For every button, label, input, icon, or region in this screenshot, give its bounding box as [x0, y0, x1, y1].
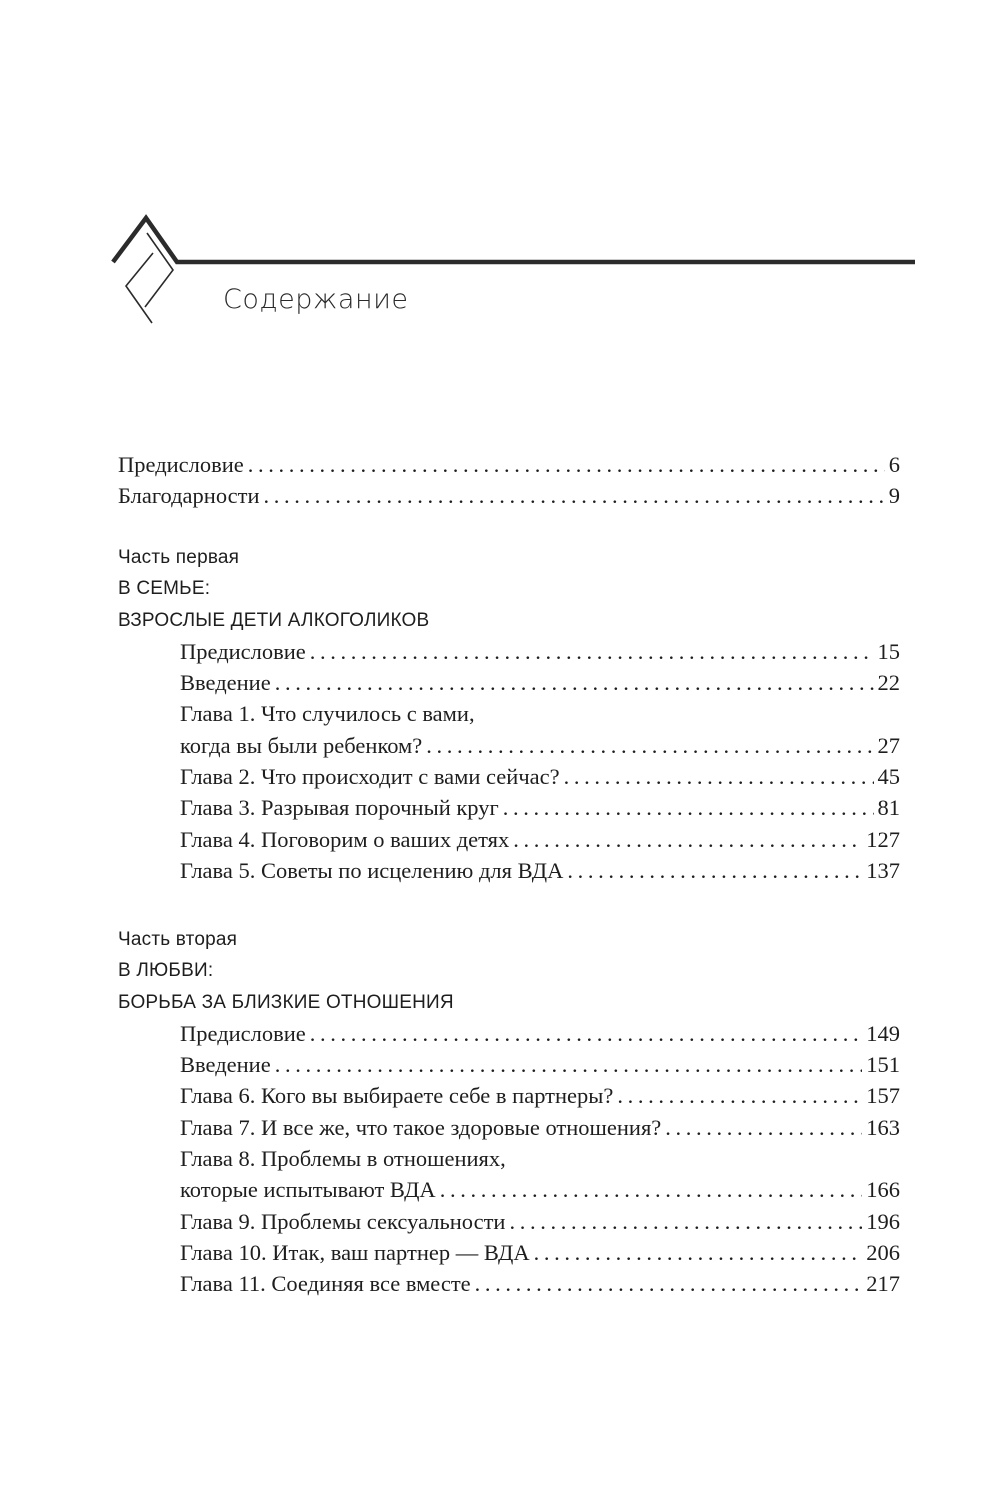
toc-entry-line [118, 480, 900, 511]
toc-entry-line [118, 698, 900, 729]
toc-entry-page: 149 [866, 1020, 900, 1046]
toc-entry-page: 157 [866, 1083, 900, 1109]
toc-entry-title: когда вы были ребенком? [180, 732, 423, 758]
toc-entry-line [118, 1112, 900, 1143]
dot-leader [275, 1049, 863, 1080]
dot-leader [503, 792, 874, 823]
page-title: Содержание [223, 284, 409, 315]
toc-entry-line [118, 1174, 900, 1205]
toc-entry-title: Благодарности [118, 483, 260, 509]
ornament-inner-line [126, 253, 153, 323]
toc-entry-title: Глава 6. Кого вы выбираете себе в партнеры? [180, 1083, 614, 1109]
toc-entry-title: Глава 4. Поговорим о ваших детях [180, 826, 510, 852]
dot-leader [426, 730, 873, 761]
toc-entry-page: 81 [877, 795, 900, 821]
toc-entry-title: Глава 1. Что случилось с вами, [180, 701, 475, 727]
part-label: Часть вторая [118, 929, 238, 950]
toc-entry-title: Глава 10. Итак, ваш партнер — ВДА [180, 1239, 530, 1265]
dot-leader [275, 667, 874, 698]
toc-entry-line [118, 792, 900, 823]
toc-entry-line [118, 1143, 900, 1174]
ornament-inner-line [145, 233, 173, 307]
toc-entry-title: Глава 11. Соединяя все вместе [180, 1271, 471, 1297]
toc-entry-title: Глава 9. Проблемы сексуальности [180, 1208, 506, 1234]
toc-entry-title: Введение [180, 1052, 271, 1078]
toc-entry-page: 166 [866, 1177, 900, 1203]
toc-entry-page: 127 [866, 826, 900, 852]
toc-part-1 [118, 542, 900, 886]
dot-leader [567, 855, 862, 886]
dot-leader [665, 1112, 862, 1143]
toc-entry-line [118, 1237, 900, 1268]
dot-leader [310, 1018, 862, 1049]
toc-entry-page: 9 [888, 483, 900, 509]
toc-entry-page: 217 [866, 1271, 900, 1297]
toc-entry-line [118, 1018, 900, 1049]
part-heading: В ЛЮБВИ: [118, 960, 214, 982]
toc-entry-line [118, 855, 900, 886]
toc-entry-title: Введение [180, 670, 271, 696]
toc-entry-page: 22 [877, 670, 900, 696]
toc-entry-page: 15 [877, 638, 900, 664]
toc-entry-title: Глава 7. И все же, что такое здоровые отношения? [180, 1114, 662, 1140]
toc-entry-title: Предисловие [180, 1020, 306, 1046]
toc-entry-line [118, 1206, 900, 1237]
dot-leader [248, 449, 885, 480]
toc-entry-line [118, 1049, 900, 1080]
dot-leader [513, 824, 862, 855]
toc-entry-page: 196 [866, 1208, 900, 1234]
toc-entry-title: Глава 5. Советы по исцелению для ВДА [180, 857, 564, 883]
toc-entry-line [118, 667, 900, 698]
toc-entry-page: 206 [866, 1239, 900, 1265]
header-ornament [0, 0, 1000, 340]
header-rule [113, 218, 915, 262]
dot-leader [475, 1268, 863, 1299]
toc-front-matter [118, 449, 900, 512]
toc-entry-page: 137 [866, 857, 900, 883]
toc-entry-page: 45 [877, 764, 900, 790]
toc-entry-line [118, 1268, 900, 1299]
toc-entry-page: 27 [877, 732, 900, 758]
toc-entry-line [118, 824, 900, 855]
dot-leader [509, 1206, 862, 1237]
part-heading: В СЕМЬЕ: [118, 578, 211, 600]
toc-entry-line [118, 636, 900, 667]
toc-entry-page: 151 [866, 1052, 900, 1078]
toc-entry-line [118, 449, 900, 480]
toc-part-2 [118, 924, 900, 1300]
dot-leader [310, 636, 874, 667]
toc-entry-title: которые испытывают ВДА [180, 1177, 436, 1203]
part-heading: БОРЬБА ЗА БЛИЗКИЕ ОТНОШЕНИЯ [118, 991, 454, 1013]
toc-entry-page: 163 [866, 1114, 900, 1140]
dot-leader [617, 1080, 862, 1111]
dot-leader [564, 761, 874, 792]
toc-entry-line [118, 761, 900, 792]
toc-entry-title: Предисловие [118, 452, 244, 477]
dot-leader [440, 1174, 863, 1205]
toc-entry-page: 6 [888, 452, 900, 477]
dot-leader [264, 480, 885, 511]
toc-entry-title: Глава 3. Разрывая порочный круг [180, 795, 499, 821]
toc-entry-title: Глава 8. Проблемы в отношениях, [180, 1146, 506, 1172]
toc-entry-title: Предисловие [180, 638, 306, 664]
toc-entry-line [118, 1080, 900, 1111]
dot-leader [534, 1237, 863, 1268]
part-label: Часть первая [118, 547, 240, 568]
part-heading: ВЗРОСЛЫЕ ДЕТИ АЛКОГОЛИКОВ [118, 609, 430, 631]
toc-entry-line [118, 730, 900, 761]
toc-entry-title: Глава 2. Что происходит с вами сейчас? [180, 764, 560, 790]
